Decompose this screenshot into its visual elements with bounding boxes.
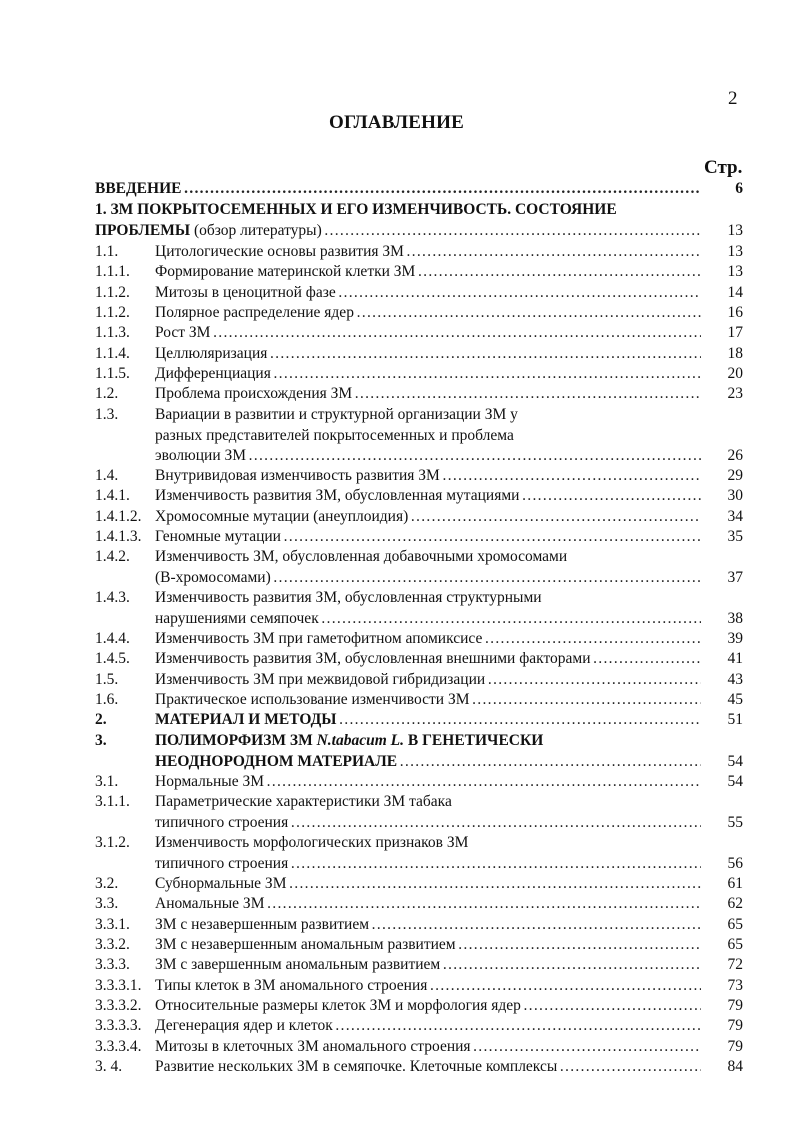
toc-entry-page: 62 xyxy=(727,895,743,912)
toc-entry-number: 1.1.3. xyxy=(95,324,130,341)
toc-entry-page: 43 xyxy=(727,671,743,688)
toc-entry-number: 3.1.2. xyxy=(95,834,130,851)
toc-entry-number: 3. 4. xyxy=(95,1058,123,1075)
toc-entry-number: 1.4.1.2. xyxy=(95,508,142,525)
toc-entry-page: 13 xyxy=(727,221,743,239)
toc-entry-number: 2. xyxy=(95,711,107,728)
toc-entry-page: 30 xyxy=(727,487,743,504)
toc-entry-page: 14 xyxy=(727,284,743,301)
toc-entry-title: Рост ЗМ xyxy=(155,324,211,341)
toc-entry[interactable] xyxy=(95,894,743,915)
toc-entry-title: Формирование материнской клетки ЗМ xyxy=(155,263,416,280)
toc-entry-number: 1.4.1. xyxy=(95,487,130,504)
toc-entry-species: N.tabacum L. xyxy=(316,732,404,749)
toc-entry-subtitle: (обзор литературы) xyxy=(190,221,322,239)
page-number: 2 xyxy=(728,88,738,109)
toc-entry-page: 79 xyxy=(727,997,743,1014)
toc-entry-title: Цитологические основы развития ЗМ xyxy=(155,243,404,260)
toc-entry-title-cont: типичного строения xyxy=(155,854,289,872)
toc-entry-number: 3.1. xyxy=(95,773,119,790)
toc-entry-page: 56 xyxy=(727,854,743,872)
toc-entry-page: 16 xyxy=(727,304,743,321)
toc-entry-page: 79 xyxy=(727,1038,743,1055)
toc-entry[interactable] xyxy=(95,1016,743,1037)
toc-entry-title-cont: нарушениями семяпочек xyxy=(155,609,319,627)
toc-entry-title: Относительные размеры клеток ЗМ и морфология ядер xyxy=(155,997,521,1014)
toc-entry[interactable] xyxy=(95,527,743,548)
toc-entry-title: Аномальные ЗМ xyxy=(155,895,265,912)
toc-entry[interactable] xyxy=(95,1057,743,1078)
toc-entry-title-cont: типичного строения xyxy=(155,813,289,831)
toc-entry-number: 1.1.2. xyxy=(95,284,130,301)
toc-entry-page: 13 xyxy=(727,263,743,280)
toc-entry-number: 1.1.5. xyxy=(95,365,130,382)
toc-entry-number: 1.4.3. xyxy=(95,589,130,606)
toc-entry[interactable] xyxy=(95,955,743,976)
toc-entry-title: Хромосомные мутации (анеуплоидия) xyxy=(155,508,409,525)
toc-entry-title: Вариации в развитии и структурной организации ЗМ у xyxy=(155,406,518,423)
toc-entry-number: 1.4. xyxy=(95,467,119,484)
toc-entry[interactable] xyxy=(95,344,743,365)
toc-entry-page: 37 xyxy=(727,568,743,586)
toc-entry-number: 1.4.2. xyxy=(95,548,130,565)
toc-entry-title-cont: (В-хромосомами) xyxy=(155,568,271,586)
toc-entry-title: Нормальные ЗМ xyxy=(155,773,264,790)
toc-entry-number: 1.5. xyxy=(95,671,119,688)
toc-entry-title: Субнормальные ЗМ xyxy=(155,875,287,892)
toc-entry-number: 1.3. xyxy=(95,406,119,423)
toc-entry-title: Митозы в клеточных ЗМ аномального строения xyxy=(155,1038,471,1055)
toc-entry-number: 1.1.2. xyxy=(95,304,130,321)
toc-entry-page: 45 xyxy=(727,691,743,708)
toc-entry-page: 6 xyxy=(735,180,743,197)
toc-entry-page: 18 xyxy=(727,345,743,362)
toc-entry-number: 3.3.3.1. xyxy=(95,977,142,994)
toc-entry-number: 3.3.3.2. xyxy=(95,997,142,1014)
toc-entry-title: Развитие нескольких ЗМ в семяпочке. Клеточные комплексы xyxy=(155,1058,558,1075)
toc-entry-chapter-1[interactable] xyxy=(95,200,743,241)
toc-entry[interactable] xyxy=(95,915,743,936)
toc-entry-number: 3. xyxy=(95,732,107,749)
toc-entry[interactable] xyxy=(95,486,743,507)
toc-entry[interactable] xyxy=(95,242,743,263)
toc-entry-page: 79 xyxy=(727,1017,743,1034)
toc-entry-title: Изменчивость ЗМ, обусловленная добавочными хромосомами xyxy=(155,548,568,565)
toc-entry-page: 55 xyxy=(727,813,743,831)
toc-title: ОГЛАВЛЕНИЕ xyxy=(329,112,464,133)
toc-entry-page: 73 xyxy=(727,977,743,994)
toc-entry-page: 84 xyxy=(727,1058,743,1075)
toc-entry-title: Митозы в ценоцитной фазе xyxy=(155,284,336,301)
toc-entry-title: ЗМ с незавершенным развитием xyxy=(155,916,370,933)
toc-entry-number: 1.4.5. xyxy=(95,650,130,667)
toc-entry[interactable] xyxy=(95,772,743,793)
toc-entry-title: Изменчивость ЗМ при межвидовой гибридизации xyxy=(155,671,486,688)
toc-entry[interactable] xyxy=(95,976,743,997)
toc-entry-page: 26 xyxy=(727,447,743,465)
toc-entry-title: Изменчивость морфологических признаков ЗМ xyxy=(155,834,469,851)
toc-entry-title: ЗМ с незавершенным аномальным развитием xyxy=(155,936,456,953)
toc-entry-title: МАТЕРИАЛ И МЕТОДЫ xyxy=(155,711,337,728)
toc-entry-page: 51 xyxy=(727,711,743,728)
toc-entry-number: 3.3. xyxy=(95,895,119,912)
toc-entry-page: 20 xyxy=(727,365,743,382)
toc-entry[interactable] xyxy=(95,588,743,629)
toc-entry-title-end: В ГЕНЕТИЧЕСКИ xyxy=(403,732,544,749)
toc-entry-page: 35 xyxy=(727,528,743,545)
toc-entry-chapter-3[interactable] xyxy=(95,731,743,772)
toc-entry-title: Внутривидовая изменчивость развития ЗМ xyxy=(155,467,440,484)
toc-entry-number: 3.2. xyxy=(95,875,119,892)
toc-entry-title: Изменчивость развития ЗМ, обусловленная структурными xyxy=(155,589,542,606)
toc-entry-page: 61 xyxy=(727,875,743,892)
toc-entry[interactable] xyxy=(95,690,743,711)
toc-entry-number: 3.3.3.3. xyxy=(95,1017,142,1034)
toc-entry[interactable] xyxy=(95,629,743,650)
toc-entry-page: 29 xyxy=(727,467,743,484)
toc-entry-title: Изменчивость ЗМ при гаметофитном апомиксисе xyxy=(155,630,483,647)
toc-entry[interactable] xyxy=(95,283,743,304)
toc-entry-title: Типы клеток в ЗМ аномального строения xyxy=(155,977,428,994)
toc-entry-page: 13 xyxy=(727,243,743,260)
toc-entry[interactable] xyxy=(95,935,743,956)
toc-entry-title: Практическое использование изменчивости ЗМ xyxy=(155,691,470,708)
toc-entry-page: 17 xyxy=(727,324,743,341)
toc-entry-number: 1.4.1.3. xyxy=(95,528,142,545)
toc-entry-number: 3.3.1. xyxy=(95,916,130,933)
toc-entry[interactable] xyxy=(95,547,743,588)
toc-entry[interactable] xyxy=(95,1037,743,1058)
toc-entry-number: 1.1.4. xyxy=(95,345,130,362)
toc-entry-title: Параметрические характеристики ЗМ табака xyxy=(155,793,452,810)
toc-entry-title-cont: НЕОДНОРОДНОМ МАТЕРИАЛЕ xyxy=(155,752,398,770)
toc-entry[interactable] xyxy=(95,792,743,833)
toc-entry-page: 65 xyxy=(727,936,743,953)
toc-entry[interactable] xyxy=(95,466,743,487)
toc-entry-title: ЗМ с завершенным аномальным развитием xyxy=(155,956,441,973)
toc-entry-intro[interactable] xyxy=(95,179,743,200)
toc-entry-number: 3.3.3. xyxy=(95,956,130,973)
toc-entry-title-cont: эволюции ЗМ xyxy=(155,447,247,465)
toc-entry[interactable] xyxy=(95,670,743,691)
toc-entry[interactable] xyxy=(95,874,743,895)
toc-entry-page: 34 xyxy=(727,508,743,525)
toc-entry-title: Геномные мутации xyxy=(155,528,281,545)
toc-entry-number: 3.1.1. xyxy=(95,793,130,810)
toc-entry[interactable] xyxy=(95,323,743,344)
toc-entry-number: 1.1.1. xyxy=(95,263,130,280)
toc-entry-number: 1.6. xyxy=(95,691,119,708)
toc-entry[interactable] xyxy=(95,649,743,670)
toc-entry[interactable] xyxy=(95,833,743,874)
toc-entry[interactable] xyxy=(95,262,743,283)
toc-entry-page: 54 xyxy=(727,752,743,770)
toc-entry-title: 1. ЗМ ПОКРЫТОСЕМЕННЫХ И ЕГО ИЗМЕНЧИВОСТЬ. СОСТОЯНИЕ xyxy=(95,201,617,218)
toc-entry-number: 3.3.3.4. xyxy=(95,1038,142,1055)
toc-entry[interactable] xyxy=(95,507,743,528)
toc-entry-title: Целлюляризация xyxy=(155,345,268,362)
toc-entry[interactable] xyxy=(95,405,743,467)
toc-entry-page: 39 xyxy=(727,630,743,647)
toc-entry-title-cont: ПРОБЛЕМЫ xyxy=(95,221,191,239)
toc-entry-number: 1.1. xyxy=(95,243,119,260)
toc-entry[interactable] xyxy=(95,384,743,405)
toc-entry-number: 1.4.4. xyxy=(95,630,130,647)
toc-entry-title: Дегенерация ядер и клеток xyxy=(155,1017,333,1034)
toc-entry-title: ПОЛИМОРФИЗМ ЗМ xyxy=(155,732,317,749)
toc-entry[interactable] xyxy=(95,303,743,324)
page-column-label: Стр. xyxy=(704,157,743,178)
toc-entry-title: Полярное распределение ядер xyxy=(155,304,354,321)
toc-entry-chapter-2[interactable] xyxy=(95,710,743,731)
toc-entry-title: Изменчивость развития ЗМ, обусловленная внешними факторами xyxy=(155,650,591,667)
toc-entry-title: Дифференциация xyxy=(155,365,271,382)
toc-entry-number: 3.3.2. xyxy=(95,936,130,953)
toc-entry-title: Изменчивость развития ЗМ, обусловленная мутациями xyxy=(155,487,520,504)
toc-entry-page: 65 xyxy=(727,916,743,933)
toc-entry-title: ВВЕДЕНИЕ xyxy=(95,180,182,197)
toc-entry-title: Проблема происхождения ЗМ xyxy=(155,385,353,402)
toc-entry[interactable] xyxy=(95,364,743,385)
toc-entry-page: 72 xyxy=(727,956,743,973)
toc-entry-number: 1.2. xyxy=(95,385,119,402)
toc-entry-page: 38 xyxy=(727,609,743,627)
toc-entry-page: 41 xyxy=(727,650,743,667)
toc-entry-title-cont: разных представителей покрытосеменных и проблема xyxy=(155,426,514,444)
toc-entry[interactable] xyxy=(95,996,743,1017)
toc-entry-page: 23 xyxy=(727,385,743,402)
toc-entry-page: 54 xyxy=(727,773,743,790)
